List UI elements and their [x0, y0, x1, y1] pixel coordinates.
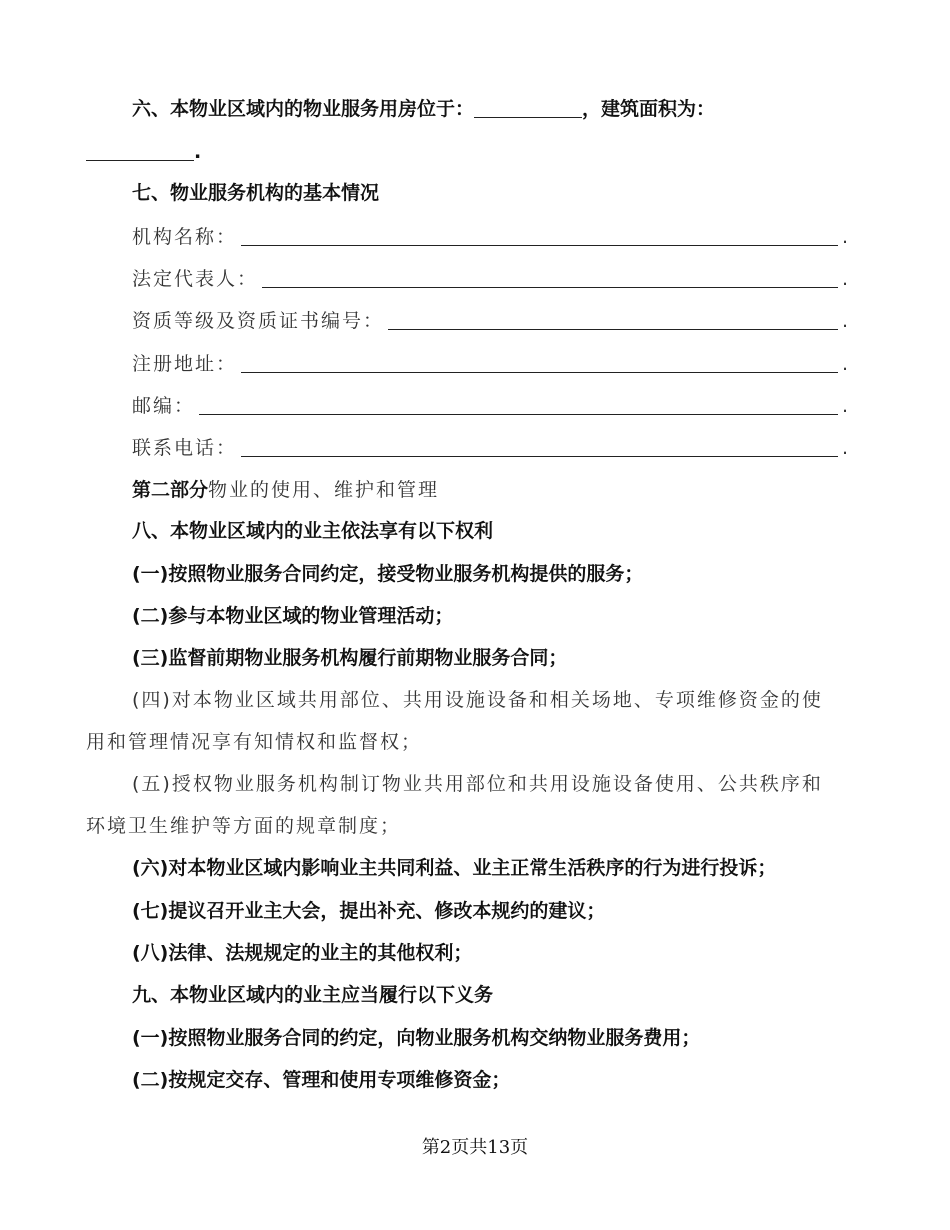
field-label: 资质等级及资质证书编号： [132, 310, 385, 332]
part2-label: 第二部分 [132, 479, 209, 501]
part2-heading [132, 475, 850, 505]
section8-item-7: (七)提议召开业主大会，提出补充、修改本规约的建议； [132, 900, 606, 922]
section8-item-8: (八)法律、法规规定的业主的其他权利； [132, 942, 473, 964]
section9-item-2: (二)按规定交存、管理和使用专项维修资金； [132, 1069, 511, 1091]
field-end: . [841, 395, 850, 417]
part2-title: 物业的使用、维护和管理 [208, 479, 440, 501]
field-legal-rep [132, 264, 850, 294]
page-number: 第2页共13页 [421, 1137, 529, 1158]
section8-item-5: (五)授权物业服务机构制订物业共用部位和共用设施设备使用、公共秩序和 [132, 773, 823, 795]
field-underline [241, 438, 838, 457]
field-label: 邮编： [132, 395, 196, 417]
field-label: 注册地址： [132, 353, 238, 375]
field-end: . [841, 226, 850, 248]
section6-end: . [194, 141, 202, 163]
section8-item-4: (四)对本物业区域共用部位、共用设施设备和相关场地、专项维修资金的使 [132, 689, 823, 711]
section6-prefix: 六、本物业区域内的物业服务用房位于： [132, 98, 475, 120]
field-label: 机构名称： [132, 226, 238, 248]
field-underline [388, 311, 838, 330]
building-area-blank [86, 159, 194, 161]
field-postcode [132, 391, 850, 421]
field-underline [241, 227, 838, 246]
field-end: . [841, 437, 850, 459]
field-org-name [132, 222, 850, 252]
section8-title: 八、本物业区域内的业主依法享有以下权利 [132, 520, 494, 542]
section6-middle: ，建筑面积为： [582, 98, 716, 120]
field-phone [132, 433, 850, 463]
field-end: . [841, 353, 850, 375]
section8-item-1: (一)按照物业服务合同约定，接受物业服务机构提供的服务； [132, 563, 644, 585]
section8-item-5-cont: 环境卫生维护等方面的规章制度； [86, 815, 402, 837]
field-end: . [841, 310, 850, 332]
section8-item-4-cont: 用和管理情况享有知情权和监督权； [86, 731, 423, 753]
section9-title: 九、本物业区域内的业主应当履行以下义务 [132, 984, 494, 1006]
section7-title: 七、物业服务机构的基本情况 [132, 182, 380, 204]
section8-item-6: (六)对本物业区域内影响业主共同利益、业主正常生活秩序的行为进行投诉； [132, 857, 777, 879]
field-label: 法定代表人： [132, 268, 259, 290]
section8-item-2: (二)参与本物业区域的物业管理活动； [132, 605, 454, 627]
section6-line2 [86, 137, 850, 167]
field-end: . [841, 268, 850, 290]
section9-item-1: (一)按照物业服务合同的约定，向物业服务机构交纳物业服务费用； [132, 1027, 701, 1049]
section6-line1 [132, 94, 890, 124]
field-underline [262, 269, 838, 288]
field-address [132, 349, 850, 379]
field-underline [199, 396, 838, 415]
field-qualification [132, 306, 850, 336]
room-location-blank [474, 116, 582, 118]
field-label: 联系电话： [132, 437, 238, 459]
section8-item-3: (三)监督前期物业服务机构履行前期物业服务合同； [132, 647, 568, 669]
field-underline [241, 354, 838, 373]
